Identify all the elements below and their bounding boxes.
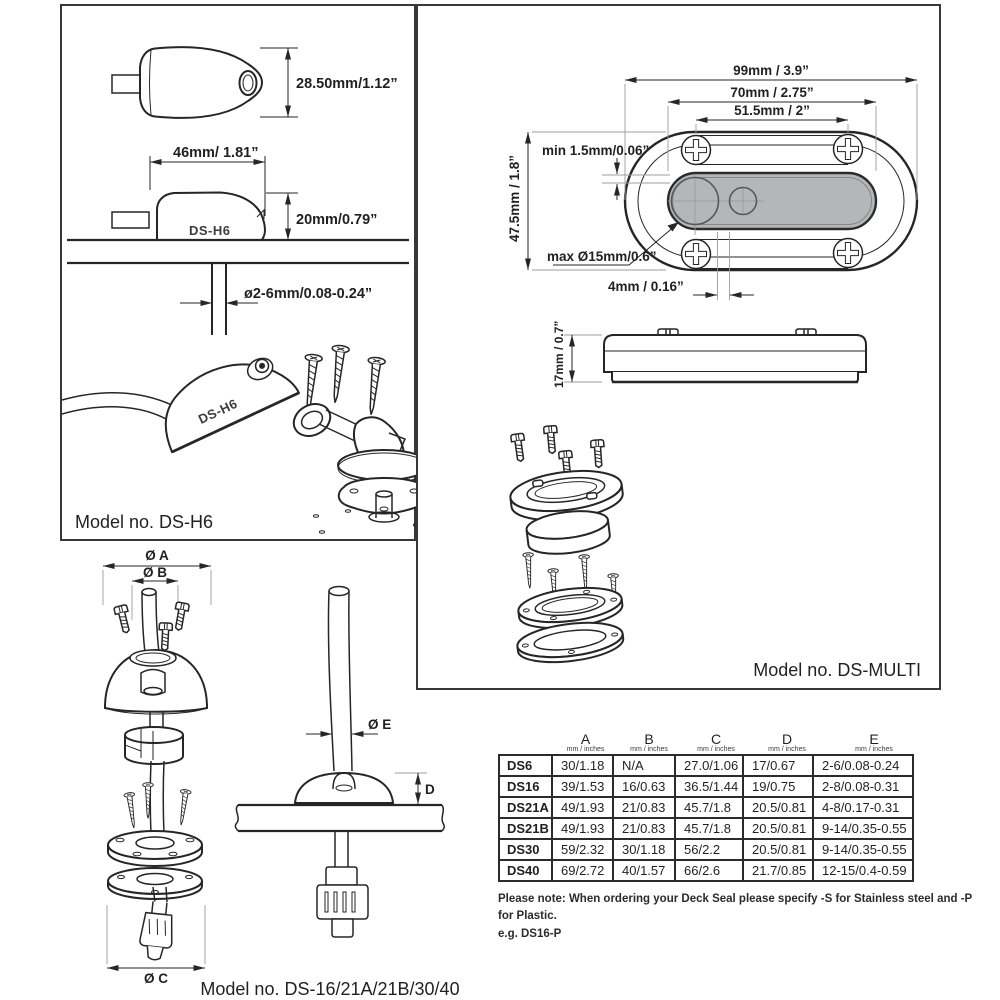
- cell-d: 19/0.75: [743, 776, 813, 797]
- unit-label: mm / inches: [768, 746, 806, 753]
- cell-d: 20.5/0.81: [743, 797, 813, 818]
- phillips-screw: [682, 136, 711, 165]
- ds-series-drawing: [55, 545, 500, 1000]
- cell-d: 17/0.67: [743, 755, 813, 776]
- dome-installed: [295, 773, 393, 803]
- ds-h6-model-label: Model no. DS-H6: [75, 512, 214, 532]
- dim-d: [395, 773, 435, 804]
- cell-a: 49/1.93: [552, 818, 613, 839]
- table-row: [499, 776, 913, 797]
- cable-connector: [138, 900, 176, 961]
- spec-table-header: [498, 729, 968, 754]
- top-flange-ring: [108, 831, 202, 866]
- cell-c: 56/2.2: [675, 839, 743, 860]
- column-header: C: [710, 731, 722, 747]
- cell-c: 45.7/1.8: [675, 797, 743, 818]
- cell-d: 21.7/0.85: [743, 860, 813, 881]
- column-header: E: [869, 731, 879, 747]
- model-cell: DS6: [499, 755, 552, 776]
- dim-label: 46mm/ 1.81”: [173, 145, 259, 161]
- dim-label: 20mm/0.79”: [296, 212, 378, 228]
- note-line-2: e.g. DS16-P: [498, 927, 562, 940]
- below-deck-connector: [317, 867, 368, 937]
- model-cell: DS21A: [499, 797, 552, 818]
- cell-e: 2-6/0.08-0.24: [813, 755, 913, 776]
- split-bushing: [125, 727, 183, 764]
- model-cell: DS40: [499, 860, 552, 881]
- phillips-screw: [834, 135, 863, 164]
- cell-e: 2-8/0.08-0.31: [813, 776, 913, 797]
- cell-b: N/A: [613, 755, 675, 776]
- dim-label: Ø C: [143, 971, 169, 986]
- screw: [172, 602, 190, 631]
- cell-e: 4-8/0.17-0.31: [813, 797, 913, 818]
- cell-d: 20.5/0.81: [743, 818, 813, 839]
- cell-b: 40/1.57: [613, 860, 675, 881]
- spec-table-area: [498, 729, 973, 943]
- column-header: B: [644, 731, 654, 747]
- table-row: [499, 860, 913, 881]
- column-header: D: [781, 731, 793, 747]
- screw: [114, 604, 133, 634]
- bottom-gasket-ring: [108, 868, 202, 899]
- table-row: [499, 839, 913, 860]
- cable-stub-side: [112, 212, 149, 228]
- screw: [176, 789, 191, 826]
- column-header: A: [580, 731, 591, 747]
- ds-series-installed-view: [235, 587, 444, 938]
- table-row: [499, 797, 913, 818]
- cell-b: 21/0.83: [613, 797, 675, 818]
- cell-a: 69/2.72: [552, 860, 613, 881]
- cell-a: 39/1.53: [552, 776, 613, 797]
- dim-label: ø2-6mm/0.08-0.24”: [244, 286, 373, 302]
- cell-c: 66/2.6: [675, 860, 743, 881]
- cell-c: 36.5/1.44: [675, 776, 743, 797]
- spec-table: [498, 754, 914, 882]
- cell-a: 30/1.18: [552, 755, 613, 776]
- ds-series-exploded-view: [105, 589, 207, 962]
- model-cell: DS21B: [499, 818, 552, 839]
- ds-multi-top-view: [625, 132, 917, 270]
- model-cell: DS30: [499, 839, 552, 860]
- dim-label: Ø B: [142, 565, 168, 580]
- dim-label: max Ø15mm/0.6”: [547, 249, 657, 264]
- cell-d: 20.5/0.81: [743, 839, 813, 860]
- ds-multi-side-view: [604, 329, 866, 382]
- part-label: DS-H6: [189, 223, 231, 238]
- cell-c: 27.0/1.06: [675, 755, 743, 776]
- deck-slab: [235, 805, 444, 831]
- cell-b: 21/0.83: [613, 818, 675, 839]
- dim-label: 28.50mm/1.12”: [296, 76, 398, 92]
- dim-label: 4mm / 0.16”: [608, 279, 684, 294]
- cell-a: 59/2.32: [552, 839, 613, 860]
- table-row: [499, 818, 913, 839]
- screw: [143, 783, 154, 819]
- cell-e: 9-14/0.35-0.55: [813, 818, 913, 839]
- unit-label: mm / inches: [855, 746, 893, 753]
- dim-label: min 1.5mm/0.06”: [542, 143, 650, 158]
- dim-label: 70mm / 2.75”: [730, 85, 814, 100]
- dim-label: 99mm / 3.9”: [733, 63, 809, 78]
- unit-label: mm / inches: [566, 746, 605, 753]
- dim-label: 47.5mm / 1.8”: [507, 154, 522, 242]
- cell-e: 9-14/0.35-0.55: [813, 839, 913, 860]
- dim-label: D: [425, 782, 435, 797]
- dim-dia-e: [306, 717, 391, 734]
- screw: [158, 623, 172, 651]
- cell-a: 49/1.93: [552, 797, 613, 818]
- ordering-note: [498, 891, 973, 943]
- phillips-screw: [834, 239, 863, 268]
- phillips-screw: [682, 240, 711, 269]
- cell-b: 30/1.18: [613, 839, 675, 860]
- table-row: [499, 755, 913, 776]
- dim-label: 51.5mm / 2”: [734, 103, 810, 118]
- screw: [124, 792, 139, 829]
- ds-h6-drawing: [60, 4, 416, 541]
- cell-c: 45.7/1.8: [675, 818, 743, 839]
- unit-label: mm / inches: [697, 746, 735, 753]
- unit-label: mm / inches: [630, 746, 668, 753]
- dim-label: Ø A: [145, 548, 169, 563]
- cell-b: 16/0.63: [613, 776, 675, 797]
- part-label-iso: DS-H6: [195, 395, 240, 427]
- note-line-1: Please note: When ordering your Deck Seal please specify -S for Stainless steel and -P for Plastic.: [498, 893, 973, 923]
- dim-label: Ø E: [368, 717, 392, 732]
- ds-series-model-label: Model no. DS-16/21A/21B/30/40: [200, 979, 460, 999]
- cell-e: 12-15/0.4-0.59: [813, 860, 913, 881]
- dim-label: 17mm / 0.7”: [552, 320, 566, 388]
- model-cell: DS16: [499, 776, 552, 797]
- ds-multi-model-label: Model no. DS-MULTI: [753, 660, 921, 680]
